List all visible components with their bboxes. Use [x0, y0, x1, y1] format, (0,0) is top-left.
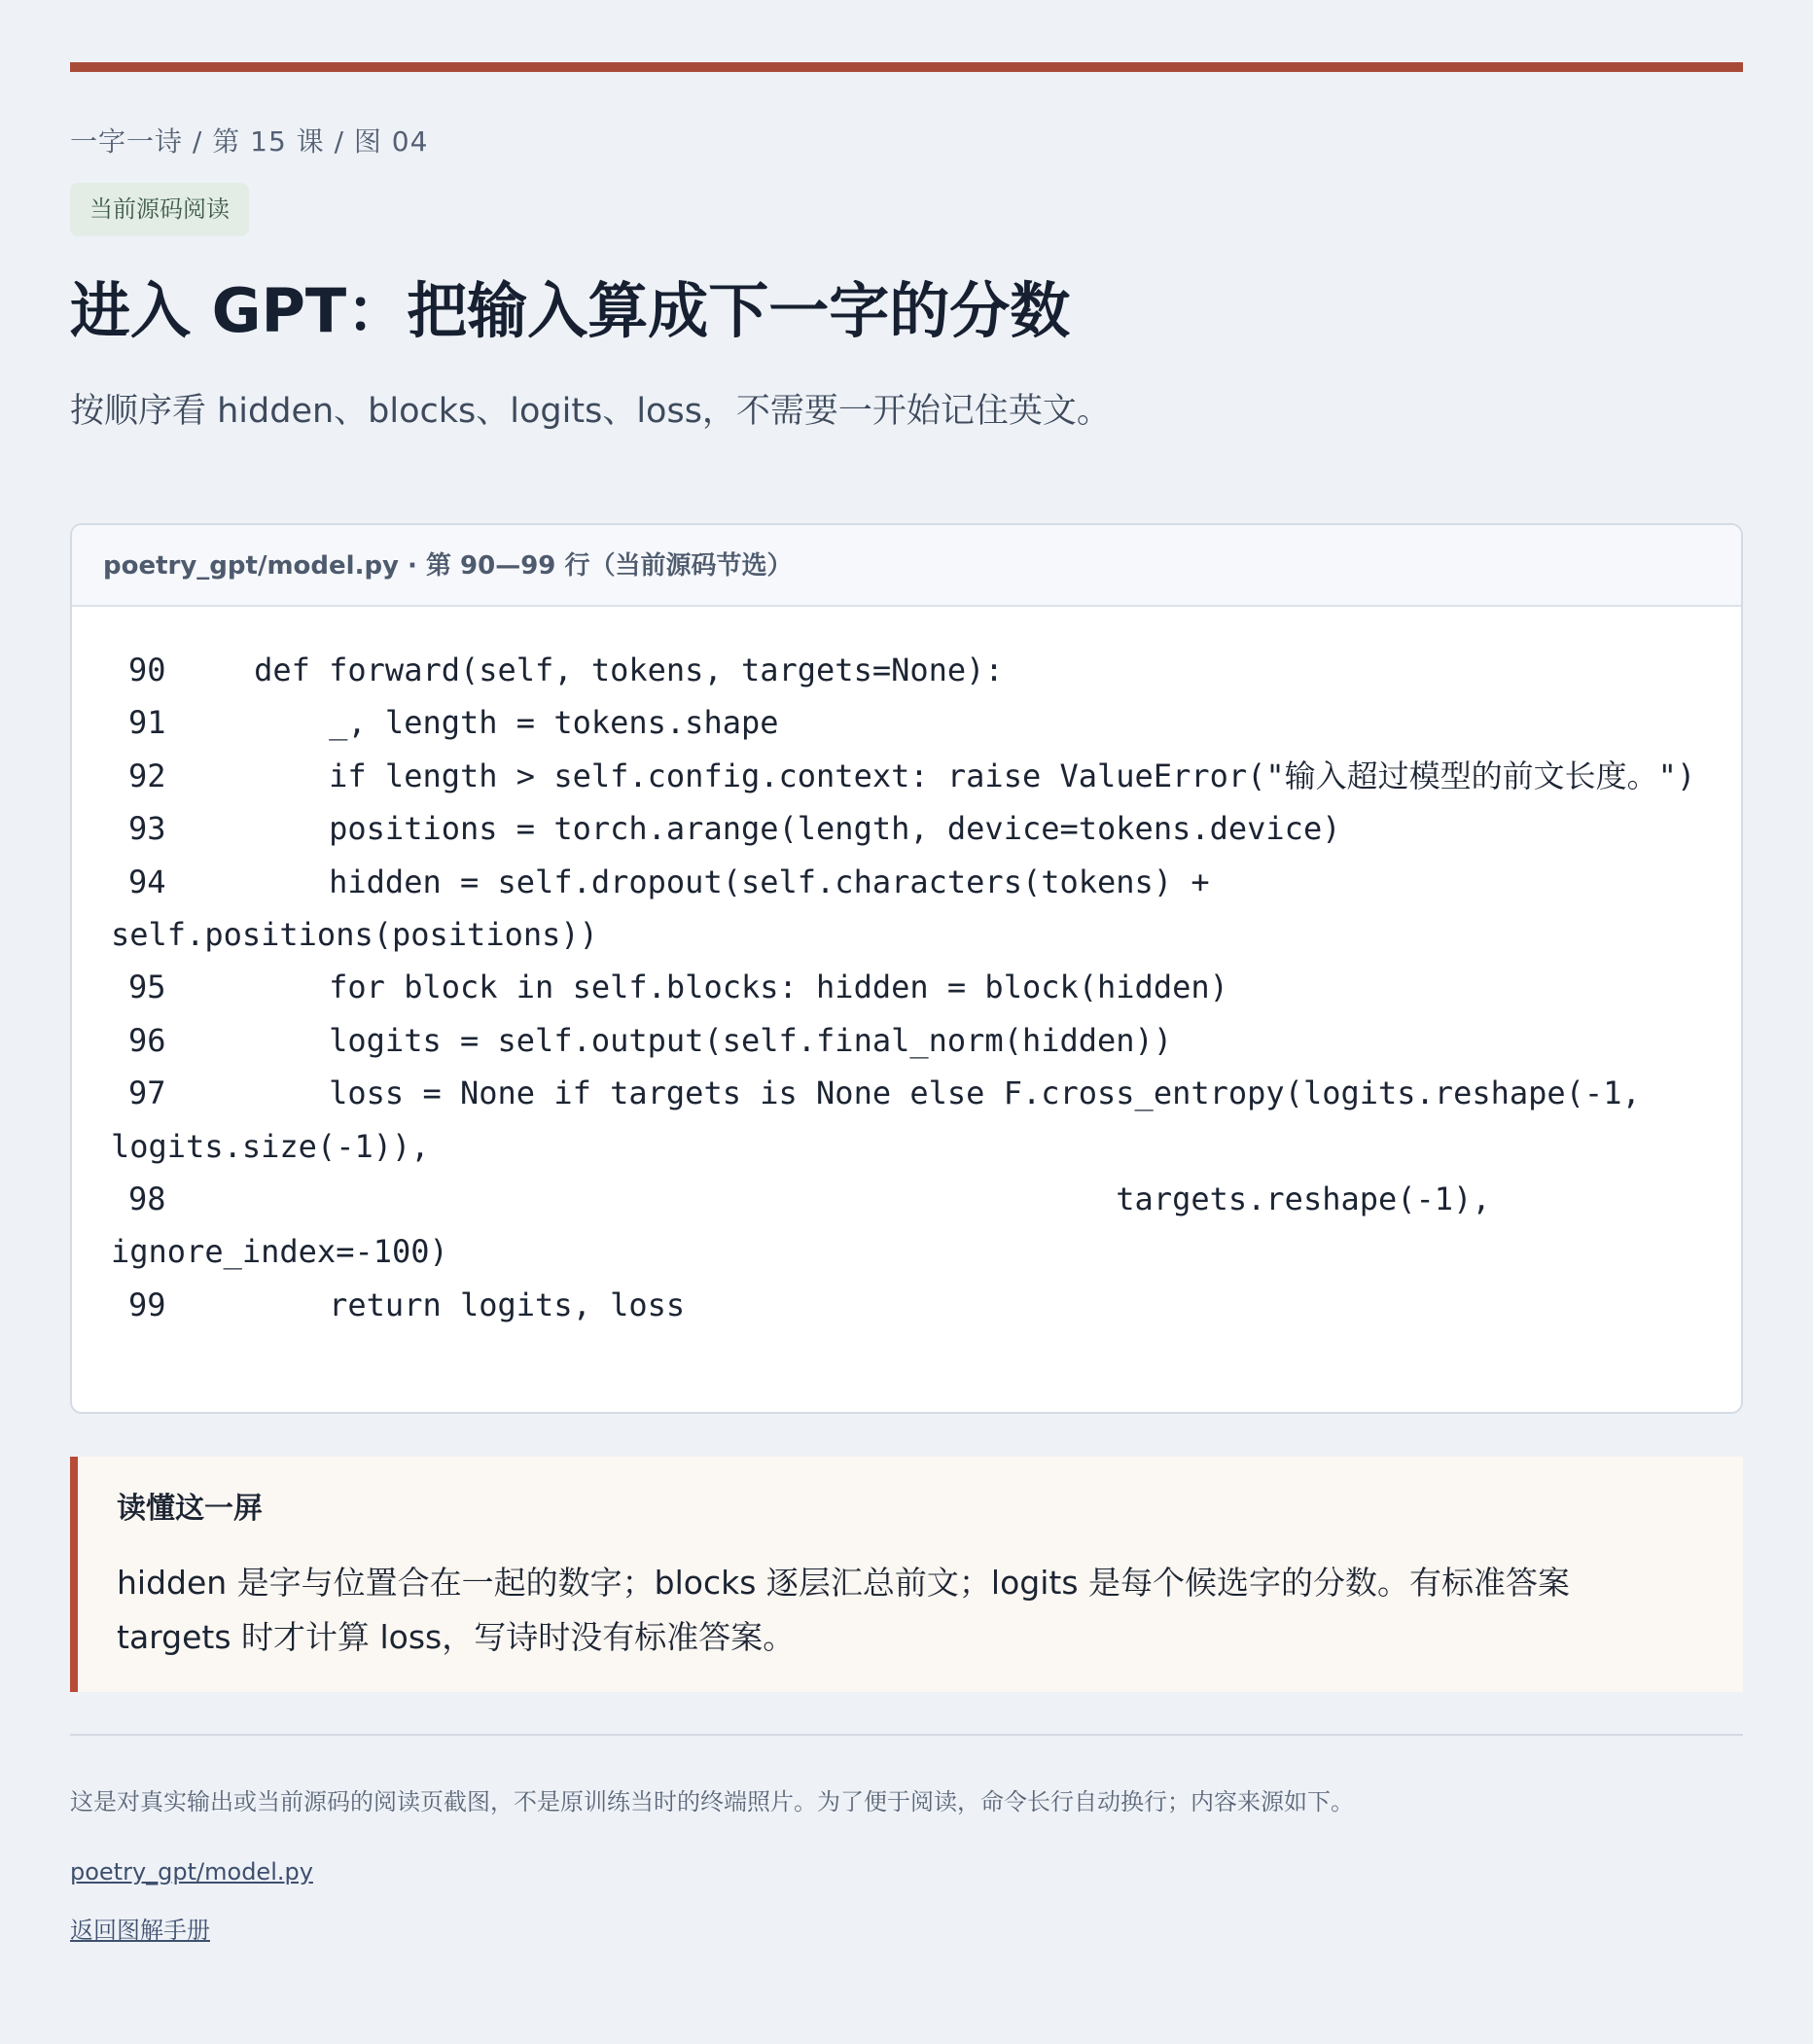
code-body — [72, 607, 1741, 1331]
page-subtitle: 按顺序看 hidden、blocks、logits、loss，不需要一开始记住英文。 — [70, 392, 1111, 431]
line-code: for block in self.blocks: hidden = block(hidden) — [179, 969, 1228, 1006]
accent-bar — [70, 62, 1743, 72]
line-code: logits = self.output(self.final_norm(hidden)) — [179, 1021, 1173, 1059]
line-code: return logits, loss — [179, 1286, 686, 1323]
code-line — [111, 1067, 1702, 1173]
explanation-callout — [70, 1457, 1743, 1692]
line-code: positions = torch.arange(length, device=tokens.device) — [179, 810, 1341, 848]
code-line — [111, 696, 1702, 749]
line-code: targets.reshape(-1), ignore_index=-100) — [111, 1181, 1510, 1271]
code-file-header: poetry_gpt/model.py · 第 90—99 行（当前源码节选） — [72, 525, 1741, 607]
source-link[interactable]: poetry_gpt/model.py — [70, 1858, 313, 1885]
line-number: 91 — [128, 704, 166, 742]
footnote: 这是对真实输出或当前源码的阅读页截图，不是原训练当时的终端照片。为了便于阅读，命令长行自动换行；内容来源如下。 — [70, 1788, 1354, 1815]
line-number: 93 — [128, 810, 166, 848]
line-code: if length > self.config.context: raise ValueError("输入超过模型的前文长度。") — [179, 757, 1696, 794]
code-line — [111, 1014, 1702, 1067]
code-line — [111, 644, 1702, 696]
back-link[interactable]: 返回图解手册 — [70, 1917, 210, 1944]
line-number: 99 — [128, 1286, 166, 1323]
code-panel — [70, 523, 1743, 1414]
callout-text: hidden 是字与位置合在一起的数字；blocks 逐层汇总前文；logits 是每个候选字的分数。有标准答案 targets 时才计算 loss，写诗时没有标准答案。 — [117, 1564, 1571, 1656]
line-code: hidden = self.dropout(self.characters(tokens) + self.positions(positions)) — [111, 863, 1228, 954]
code-line — [111, 1279, 1702, 1331]
line-code: _, length = tokens.shape — [179, 704, 779, 742]
line-number: 92 — [128, 757, 166, 794]
code-line — [111, 802, 1702, 855]
code-line — [111, 1173, 1702, 1279]
code-line — [111, 856, 1702, 962]
line-number: 96 — [128, 1021, 166, 1059]
breadcrumb: 一字一诗 / 第 15 课 / 图 04 — [70, 125, 429, 158]
line-number: 90 — [128, 652, 166, 688]
line-number: 98 — [128, 1181, 166, 1218]
line-number: 95 — [128, 969, 166, 1006]
status-badge: 当前源码阅读 — [70, 183, 249, 236]
line-code: loss = None if targets is None else F.cross_entropy(logits.reshape(-1, logits.size(-1)), — [111, 1075, 1659, 1165]
line-code: def forward(self, tokens, targets=None): — [179, 652, 1004, 688]
page-title: 进入 GPT：把输入算成下一字的分数 — [70, 275, 1071, 346]
line-number: 97 — [128, 1075, 166, 1112]
code-line — [111, 961, 1702, 1013]
callout-title: 读懂这一屏 — [117, 1492, 263, 1526]
divider — [70, 1734, 1743, 1736]
line-number: 94 — [128, 863, 166, 900]
code-line — [111, 750, 1702, 802]
